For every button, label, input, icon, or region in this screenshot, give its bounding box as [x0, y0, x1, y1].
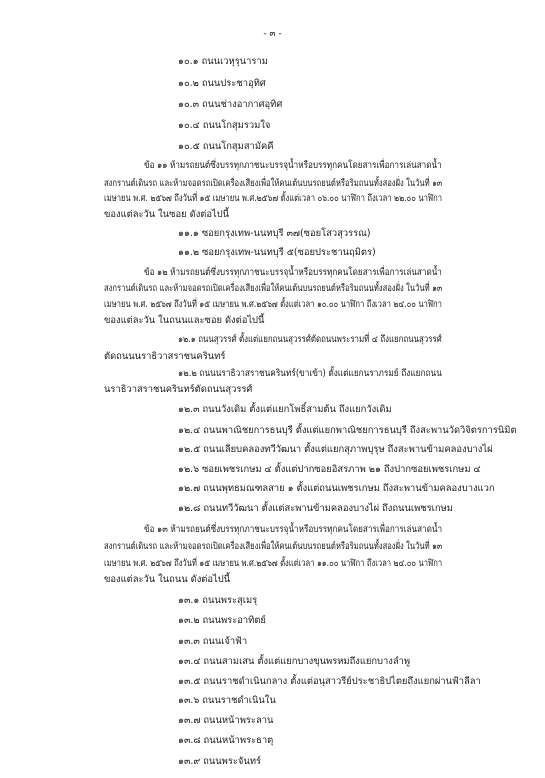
text-line: ๑๓.๒ ถนนพระอาทิตย์: [178, 614, 266, 626]
text-line: ข้อ ๑๑ ห้ามรถยนต์ซึ่งบรรทุกภาชนะบรรจุน้ำหรือบรรทุกคนโดยสารเพื่อการเล่นสาดน้ำ: [144, 160, 442, 172]
text-line: ๑๒.๑ ถนนสุวรรศ์ ตั้งแต่แยกถนนสุวรรศ์ตัดถนนพระรามที่ ๔ ถึงแยกถนนสุวรรศ์: [178, 334, 442, 346]
text-line: ๑๒.๘ ถนนทวีวัฒนา ตั้งแต่สะพานข้ามคลองบางไผ่ ถึงถนนเพชรเกษม: [178, 503, 453, 515]
text-line: ข้อ ๑๒ ห้ามรถยนต์ซึ่งบรรทุกภาชนะบรรจุน้ำหรือบรรทุกคนโดยสารเพื่อการเล่นสาดน้ำ: [144, 267, 442, 279]
text-line: ของแต่ละวัน ในถนนและซอย ดังต่อไปนี้: [104, 315, 265, 327]
text-line: ๑๒.๕ ถนนเลียบคลองทวีวัฒนา ตั้งแต่แยกสุภาพบุรุษ ถึงสะพานข้ามคลองบางไผ่: [178, 443, 493, 455]
text-line: ๑๒.๖ ซอยเพชรเกษม ๔ ตั้งแต่ปากซอยอิสรภาพ ๒๑ ถึงปากซอยเพชรเกษม ๔: [178, 464, 481, 476]
text-line: เมษายน พ.ศ. ๒๕๖๗ ถึงวันที่ ๑๕ เมษายน พ.ศ.๒๕๖๗ ตั้งแต่เวลา ๑๑.๐๐ นาฬิกา ถึงเวลา ๒๔.๐๐ นาฬิกา: [104, 557, 443, 569]
text-line: เมษายน พ.ศ. ๒๕๖๗ ถึงวันที่ ๑๕ เมษายน พ.ศ.๒๕๖๗ ตั้งแต่เวลา ๑๐.๐๐ นาฬิกา ถึงเวลา ๒๔.๐๐ นาฬิกา: [104, 299, 442, 311]
text-line: ๑๐.๓ ถนนช่างอากาศอุทิศ: [178, 98, 283, 110]
text-line: ๑๒.๗ ถนนพุทธมณฑลสาย ๑ ตั้งแต่ถนนเพชรเกษม ถึงสะพานข้ามคลองบางแวก: [178, 483, 495, 495]
text-line: นราธิวาสราชนครินทร์ตัดถนนสุวรรศ์: [104, 384, 253, 396]
text-line: ๑๓.๑ ถนนพระสุเมรุ: [178, 594, 258, 606]
text-line: ๑๓.๘ ถนนหน้าพระธาตุ: [178, 735, 274, 747]
text-line: ๑๒.๔ ถนนพาณิชยการธนบุรี ตั้งแต่แยกพาณิชยการธนบุรี ถึงสะพานวัดวิจิตรการนิมิต: [178, 424, 517, 436]
text-line: ๑๓.๓ ถนนเจ้าฟ้า: [178, 635, 248, 647]
page-number: - ๓ -: [263, 29, 282, 39]
text-line: ๑๐.๔ ถนนโกสุมรวมใจ: [178, 119, 271, 131]
text-line: ๑๓.๔ ถนนสามเสน ตั้งแต่แยกบางขุนพรหมถึงแยกบางลำพู: [178, 655, 411, 667]
text-line: ข้อ ๑๓ ห้ามรถยนต์ซึ่งบรรทุกภาชนะบรรจุน้ำหรือบรรทุกคนโดยสารเพื่อการเล่นสาดน้ำ: [144, 523, 443, 535]
text-line: ตัดถนนนราธิวาสราชนครินทร์: [104, 351, 226, 363]
text-line: ของแต่ละวัน ในซอย ดังต่อไปนี้: [104, 209, 230, 221]
text-line: ๑๑.๒ ซอยกรุงเทพ-นนทบุรี ๕(ซอยประชานฤมิตร): [178, 246, 376, 258]
text-line: ๑๓.๕ ถนนราชดำเนินกลาง ตั้งแต่อนุสาวรีย์ประชาธิปไตยถึงแยกผ่านฟ้าลีลา: [178, 675, 481, 687]
text-line: สงกรานต์เดินรถ และห้ามจอดรถเปิดเครื่องเสียงเพื่อให้คนเต้นบนรถยนต์หรือริมถนนทั้งสองฝั่ง ในวันที่ ๑๓: [104, 177, 443, 189]
text-line: ๑๐.๒ ถนนประชาอุทิศ: [178, 77, 266, 89]
text-line: ๑๓.๗ ถนนหน้าพระลาน: [178, 715, 274, 727]
text-line: สงกรานต์เดินรถ และห้ามจอดรถเปิดเครื่องเสียงเพื่อให้คนเต้นบนรถยนต์หรือริมถนนทั้งสองฝั่ง ในวันที่ ๑๓: [104, 282, 443, 294]
text-line: ๑๓.๙ ถนนพระจันทร์: [178, 755, 262, 767]
text-line: ๑๒.๒ ถนนนราธิวาสราชนครินทร์(ขาเข้า) ตั้งแต่แยกนราภรมย์ ถึงแยกถนน: [178, 367, 442, 379]
text-line: ของแต่ละวัน ในถนน ดังต่อไปนี้: [104, 574, 231, 586]
text-line: ๑๐.๕ ถนนโกสุมสามัคคี: [178, 140, 274, 152]
text-line: สงกรานต์เดินรถ และห้ามจอดรถเปิดเครื่องเสียงเพื่อให้คนเต้นบนรถยนต์หรือริมถนนทั้งสองฝั่ง ในวันที่ ๑๓: [104, 541, 443, 553]
text-line: เมษายน พ.ศ. ๒๕๖๗ ถึงวันที่ ๑๕ เมษายน พ.ศ.๒๕๖๗ ตั้งแต่เวลา ๐๖.๐๐ นาฬิกา ถึงเวลา ๒๒.๐๐ นาฬิกา: [104, 193, 443, 205]
text-line: ๑๐.๑ ถนนเวหุรุนาราม: [178, 56, 268, 67]
text-line: ๑๒.๓ ถนนวังเดิม ตั้งแต่แยกโพธิ์สามต้น ถึงแยกวังเดิม: [178, 403, 392, 415]
text-line: ๑๑.๑ ซอยกรุงเทพ-นนทบุรี ๓๗(ซอยโสวสุวรรณ): [178, 228, 371, 240]
text-line: ๑๓.๖ ถนนราชดำเนินใน: [178, 695, 276, 707]
